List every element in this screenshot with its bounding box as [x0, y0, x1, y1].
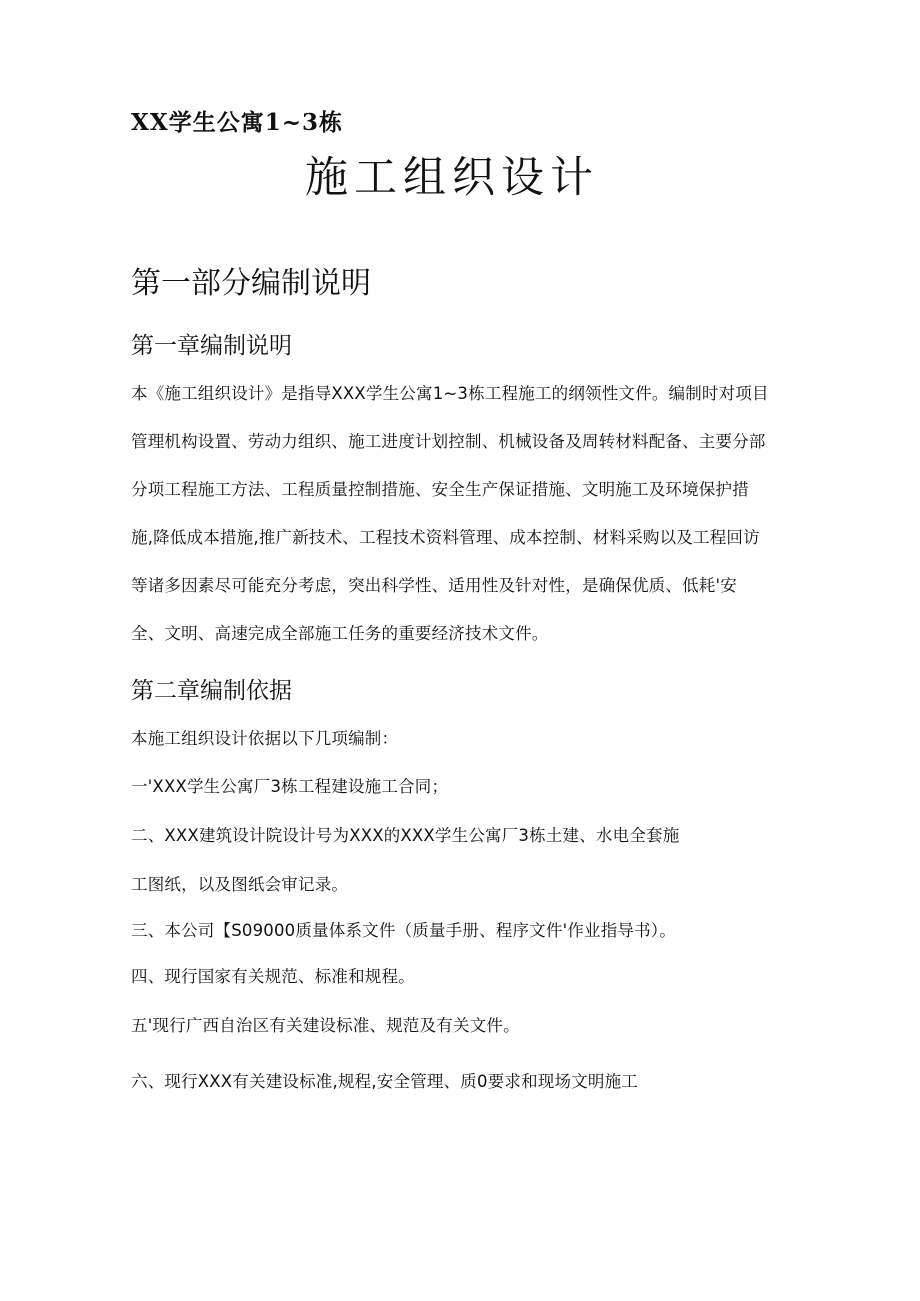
- paragraph-line: 本《施工组织设计》是指导XXX学生公寓1~3栋工程施工的纲领性文件。编制时对项目: [131, 384, 769, 403]
- paragraph-line: 三、本公司【S09000质量体系文件（质量手册、程序文件'作业指导书）。: [131, 921, 676, 940]
- paragraph-line: 本施工组织设计依据以下几项编制：: [131, 729, 399, 748]
- paragraph-line: 等诸多因素尽可能充分考虑，突出科学性、适用性及针对性，是确保优质、低耗'安: [131, 576, 737, 595]
- chapter-heading: 第一章编制说明: [131, 333, 292, 359]
- paragraph-line: 全、文明、高速完成全部施工任务的重要经济技术文件。: [131, 624, 549, 643]
- part-heading: 第一部分编制说明: [131, 266, 371, 301]
- paragraph-line: 四、现行国家有关规范、标准和规程。: [131, 967, 415, 986]
- paragraph-line: 一'XXX学生公寓厂3栋工程建设施工合同；: [131, 777, 449, 796]
- paragraph-line: 二、XXX建筑设计院设计号为XXX的XXX学生公寓厂3栋土建、水电全套施: [131, 826, 680, 845]
- document-title: 施工组织设计: [305, 153, 599, 203]
- paragraph-line: 分项工程施工方法、工程质量控制措施、安全生产保证措施、文明施工及环境保护措: [131, 480, 749, 499]
- paragraph-line: 六、现行XXX有关建设标准,规程,安全管理、质0要求和现场文明施工: [131, 1072, 638, 1091]
- paragraph-line: 五'现行广西自治区有关建设标准、规范及有关文件。: [131, 1016, 520, 1035]
- paragraph-line: 施,降低成本措施,推广新技术、工程技术资料管理、成本控制、材料采购以及工程回访: [131, 528, 760, 547]
- document-subtitle: XX学生公寓1~3栋: [131, 109, 343, 136]
- chapter-heading: 第二章编制依据: [131, 678, 292, 704]
- paragraph-line: 管理机构设置、劳动力组织、施工进度计划控制、机械设备及周转材料配备、主要分部: [131, 432, 766, 451]
- paragraph-line: 工图纸，以及图纸会审记录。: [131, 875, 349, 894]
